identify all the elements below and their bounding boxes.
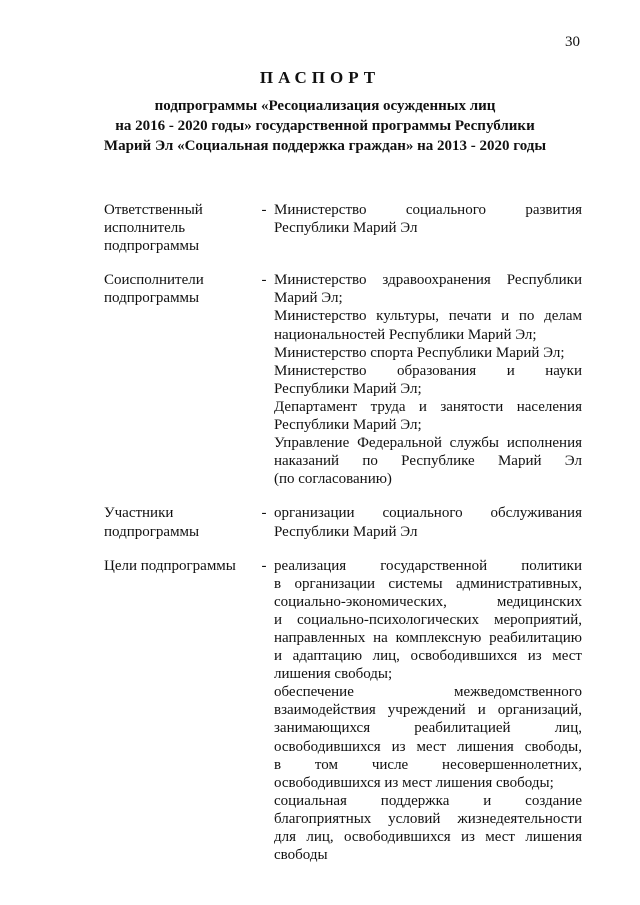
row-label <box>104 271 254 488</box>
document-title: ПАСПОРТ <box>259 68 381 87</box>
row-value-line: организации социального обслуживания <box>274 505 582 522</box>
row-value-line: Министерство социального развития <box>274 202 582 218</box>
row-value-line: Республики Марий Эл; <box>274 380 422 397</box>
page-number: 30 <box>565 34 580 50</box>
row-value-line: освободившихся из мест лишения свободы; <box>274 774 554 791</box>
row-value-line: Министерство культуры, печати и по делам <box>274 308 582 325</box>
row-value-line: и социально-психологических мероприятий, <box>274 611 582 628</box>
row-value-line: взаимодействия учреждений и организаций, <box>274 702 582 719</box>
subtitle-line: на 2016 - 2020 годы» государственной программы Республики <box>115 118 535 134</box>
row-label-line: подпрограммы <box>104 523 200 540</box>
row-value-line: благоприятных условий жизнедеятельности <box>274 810 582 827</box>
row-label-line: подпрограммы <box>104 290 200 307</box>
row-value-line: Управление Федеральной службы исполнения <box>274 435 582 452</box>
subtitle-line: Марий Эл «Социальная поддержка граждан» на 2013 - 2020 годы <box>103 138 547 154</box>
row-label-line: Соисполнители <box>104 272 204 289</box>
row-value-line: в том числе несовершеннолетних, <box>274 756 582 773</box>
row-label <box>104 557 254 865</box>
row-value-line: обеспечение межведомственного <box>274 684 582 701</box>
passport-row-co-executors <box>104 271 582 488</box>
row-dash: - <box>261 505 267 522</box>
row-value-line: Республики Марий Эл <box>274 523 418 540</box>
row-value-line: лишения свободы; <box>274 666 393 683</box>
row-value <box>274 271 582 488</box>
row-dash: - <box>261 202 267 218</box>
row-label-line: подпрограммы <box>104 238 200 255</box>
row-value-line: реализация государственной политики <box>274 557 582 574</box>
document-subtitle <box>60 96 590 156</box>
row-dash: - <box>261 557 267 574</box>
row-value-line: (по согласованию) <box>274 471 392 488</box>
row-value-line: свободы <box>274 847 328 864</box>
row-value-line: направленных на комплексную реабилитацию <box>274 629 582 646</box>
passport-row-participants <box>104 504 582 540</box>
row-label-line: Цели подпрограммы <box>104 557 236 574</box>
row-value-line: Республики Марий Эл <box>274 220 418 237</box>
row-value-line: наказаний по Республике Марий Эл <box>274 453 582 470</box>
row-value-line: Министерство здравоохранения Республики <box>274 272 582 289</box>
row-label-line: Ответственный <box>104 202 203 218</box>
row-value-line: социальная поддержка и создание <box>274 792 582 809</box>
row-value-line: Министерство образования и науки <box>274 362 582 379</box>
row-value-line: освободившихся из мест лишения свободы, <box>274 738 582 755</box>
row-value-line: социально-экономических, медицинских <box>274 593 582 610</box>
row-label-line: исполнитель <box>104 220 186 237</box>
passport-row-responsible-executor <box>104 201 582 255</box>
passport-row-goals <box>104 557 582 865</box>
row-value-line: и адаптацию лиц, освободившихся из мест <box>274 648 582 665</box>
row-value-line: Республики Марий Эл; <box>274 417 422 434</box>
row-value-line: занимающихся реабилитацией лиц, <box>274 720 582 737</box>
row-value-line: национальностей Республики Марий Эл; <box>274 326 537 343</box>
row-value <box>274 504 582 540</box>
row-label <box>104 504 254 540</box>
row-value-line: Министерство спорта Республики Марий Эл; <box>274 344 565 361</box>
row-value-line: в организации системы административных, <box>274 575 582 592</box>
row-label <box>104 201 254 255</box>
row-value <box>274 557 582 865</box>
passport-table <box>104 201 582 880</box>
row-label-line: Участники <box>104 505 174 522</box>
row-value <box>274 201 582 255</box>
row-value-line: для лиц, освободившихся из мест лишения <box>274 829 582 845</box>
row-value-line: Департамент труда и занятости населения <box>274 398 582 415</box>
row-dash: - <box>261 272 267 289</box>
row-value-line: Марий Эл; <box>274 290 343 307</box>
subtitle-line: подпрограммы «Ресоциализация осужденных лиц <box>154 98 496 114</box>
